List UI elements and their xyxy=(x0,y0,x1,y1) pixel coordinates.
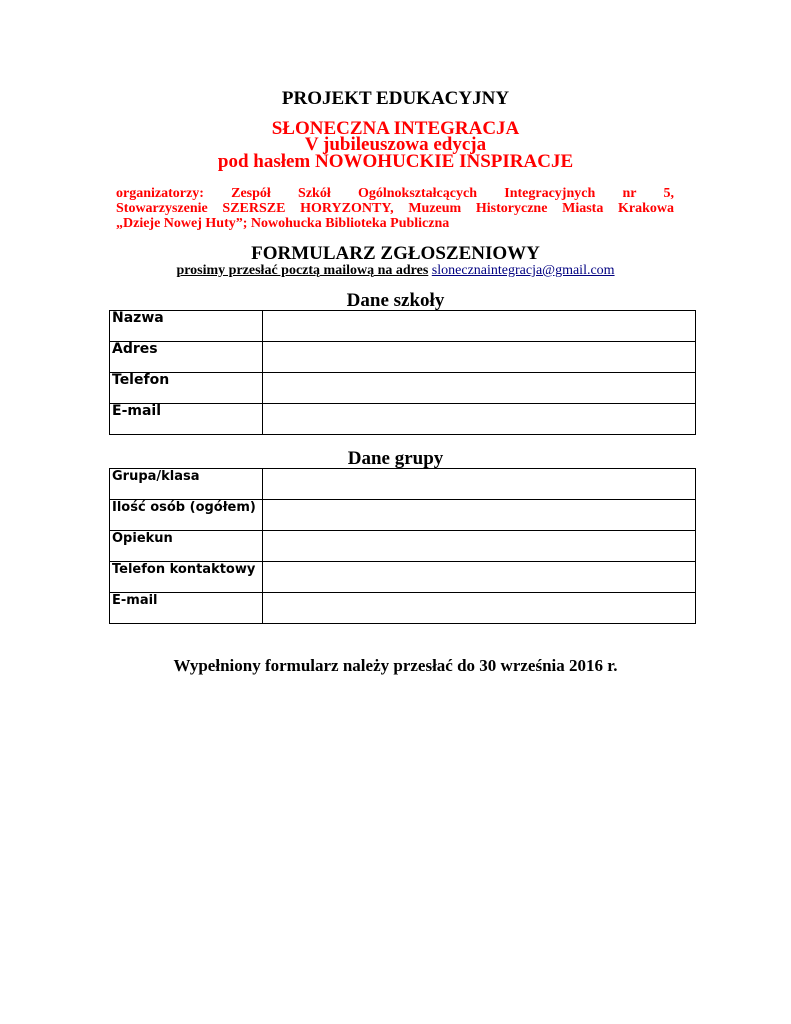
deadline-note: Wypełniony formularz należy przesłać do 30 września 2016 r. xyxy=(173,656,618,675)
group-phone-label: Telefon kontaktowy xyxy=(110,562,263,593)
school-address-field[interactable] xyxy=(263,342,696,373)
email-link[interactable]: slonecznaintegracja@gmail.com xyxy=(431,263,615,278)
organizers-text xyxy=(116,186,674,231)
school-section-title: Dane szkoły xyxy=(346,290,445,311)
table-row xyxy=(110,469,696,500)
school-address-label: Adres xyxy=(110,342,263,373)
group-phone-field[interactable] xyxy=(263,562,696,593)
table-row xyxy=(110,500,696,531)
organizers-line-1: organizatorzy: Zespół Szkół Ogólnokształcących Integracyjnych nr 5, xyxy=(116,186,674,201)
table-row xyxy=(110,593,696,624)
group-guardian-label: Opiekun xyxy=(110,531,263,562)
email-instruction-label: prosimy przesłać pocztą mailową na adres xyxy=(176,263,429,278)
project-motto: pod hasłem NOWOHUCKIE INSPIRACJE xyxy=(217,151,574,172)
form-title: FORMULARZ ZGŁOSZENIOWY xyxy=(251,243,540,264)
school-phone-field[interactable] xyxy=(263,373,696,404)
group-guardian-field[interactable] xyxy=(263,531,696,562)
school-data-table xyxy=(109,310,696,435)
group-data-table xyxy=(109,468,696,624)
school-email-label: E-mail xyxy=(110,404,263,435)
school-name-field[interactable] xyxy=(263,311,696,342)
table-row xyxy=(110,562,696,593)
table-row xyxy=(110,342,696,373)
group-email-label: E-mail xyxy=(110,593,263,624)
project-edition: V jubileuszowa edycja xyxy=(304,134,487,155)
organizers-line-2: Stowarzyszenie SZERSZE HORYZONTY, Muzeum Historyczne Miasta Krakowa xyxy=(116,201,674,216)
email-instruction xyxy=(0,263,791,279)
group-section-title: Dane grupy xyxy=(347,448,444,469)
school-email-field[interactable] xyxy=(263,404,696,435)
table-row xyxy=(110,311,696,342)
school-phone-label: Telefon xyxy=(110,373,263,404)
school-name-label: Nazwa xyxy=(110,311,263,342)
group-count-field[interactable] xyxy=(263,500,696,531)
project-name: SŁONECZNA INTEGRACJA xyxy=(271,118,520,139)
table-row xyxy=(110,531,696,562)
project-heading: PROJEKT EDUKACYJNY xyxy=(281,88,510,109)
group-class-field[interactable] xyxy=(263,469,696,500)
group-class-label: Grupa/klasa xyxy=(110,469,263,500)
project-title-block xyxy=(0,120,791,172)
group-count-label: Ilość osób (ogółem) xyxy=(110,500,263,531)
table-row xyxy=(110,373,696,404)
organizers-line-3: „Dzieje Nowej Huty”; Nowohucka Biblioteka Publiczna xyxy=(116,216,450,231)
table-row xyxy=(110,404,696,435)
group-email-field[interactable] xyxy=(263,593,696,624)
